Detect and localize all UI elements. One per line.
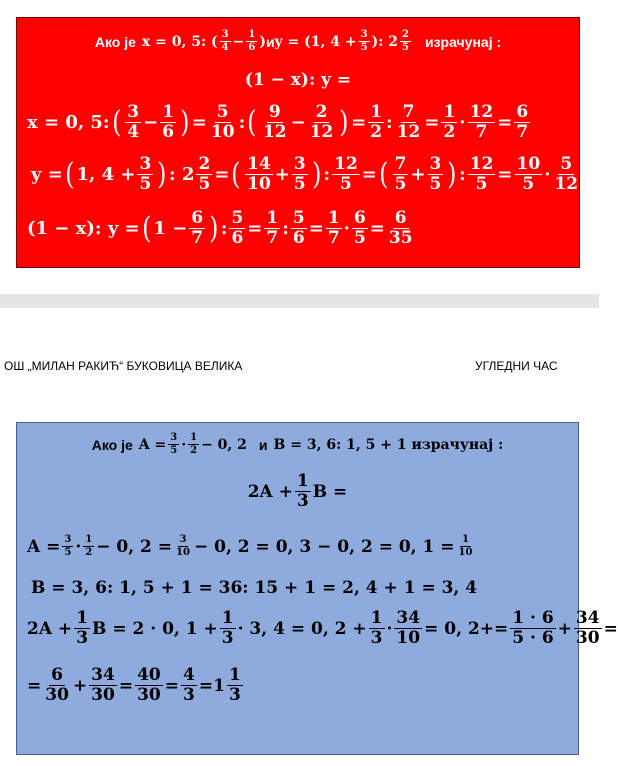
blue-B-solution: [31, 578, 477, 598]
fraction: [188, 433, 199, 456]
numerator: 1: [85, 534, 93, 545]
math-text: 1: [213, 675, 225, 696]
parenthesis: (: [247, 104, 257, 140]
fraction: [74, 610, 90, 647]
fraction: [468, 104, 496, 141]
denominator: 7: [191, 228, 204, 248]
denominator: 10: [396, 628, 421, 648]
denominator: 2: [190, 445, 198, 456]
fraction: [514, 104, 530, 141]
denominator: 6: [292, 228, 305, 248]
math-text: · 3, 4 = 0, 2 +: [237, 618, 367, 639]
math-text: =: [369, 218, 385, 239]
math-text: y = (1, 4 +: [274, 33, 357, 50]
numerator: 6: [516, 102, 529, 122]
numerator: 2: [402, 29, 409, 40]
parenthesis: ): [180, 104, 190, 140]
math-text: −: [143, 112, 159, 133]
denominator: 5: [340, 174, 352, 194]
numerator: 3: [64, 534, 72, 545]
numerator: 1: [221, 608, 234, 628]
numerator: 14: [247, 154, 271, 174]
fraction: [227, 667, 243, 704]
math-text: =: [497, 164, 513, 185]
math-text: =: [164, 675, 180, 696]
numerator: 5: [601, 154, 614, 174]
fraction: [515, 156, 543, 193]
fraction: [168, 433, 179, 456]
fraction: [189, 210, 205, 247]
math-text: ·: [459, 112, 466, 133]
numerator: 1: [461, 534, 469, 545]
blue-expression: [17, 473, 578, 510]
math-text: ): 2: [371, 33, 399, 50]
math-text: Ако је: [94, 33, 136, 50]
math-text: =: [27, 675, 42, 696]
math-text: =: [247, 218, 263, 239]
fraction: [292, 156, 308, 193]
parenthesis: ): [339, 104, 349, 140]
math-text: :: [459, 164, 466, 185]
math-text: :: [323, 164, 331, 185]
denominator: 5: [170, 445, 178, 456]
math-text: −: [232, 33, 245, 50]
numerator: 3: [293, 154, 306, 174]
school-name: ОШ „МИЛАН РАКИЋ“ БУКОВИЦА ВЕЛИКА: [4, 359, 243, 373]
denominator: 7: [475, 122, 488, 142]
fraction: [181, 667, 197, 704]
math-text: B = 3, 6: 1, 5 + 1 = 36: 15 + 1 = 2, 4 + 1 = 3, 4: [31, 578, 478, 598]
fraction: [245, 156, 273, 193]
blue-expr-solution: [27, 610, 618, 647]
fraction: [220, 610, 236, 647]
denominator: 10: [458, 547, 473, 558]
numerator: 5: [216, 102, 229, 122]
math-text: : 2: [169, 164, 195, 185]
denominator: 3: [76, 628, 89, 648]
math-text: (1 − x): y =: [27, 218, 140, 239]
fraction: [400, 30, 411, 53]
math-text: =: [424, 112, 440, 133]
fraction: [393, 156, 409, 193]
fraction: [291, 210, 307, 247]
denominator: 12: [396, 122, 421, 142]
numerator: 12: [469, 154, 494, 174]
fraction: [89, 667, 117, 704]
fraction: [574, 610, 602, 647]
denominator: 6: [248, 42, 256, 53]
denominator: 7: [266, 228, 279, 248]
math-text: B = 3, 6: 1, 5 + 1 израчунај :: [273, 436, 504, 453]
denominator: 30: [45, 685, 69, 705]
denominator: 5: [139, 174, 152, 194]
denominator: 30: [575, 628, 600, 648]
fraction: [368, 104, 384, 141]
fraction: [264, 210, 280, 247]
math-text: 2A +: [27, 618, 73, 639]
numerator: 2: [198, 154, 211, 174]
numerator: 1: [443, 102, 456, 122]
fraction: [332, 156, 360, 193]
math-text: Ако је: [91, 436, 133, 453]
denominator: 5: [360, 42, 368, 53]
math-text: =: [191, 112, 207, 133]
fraction: [160, 104, 176, 141]
math-text: − 0, 2 =: [96, 536, 173, 557]
denominator: 7: [516, 122, 529, 142]
denominator: 30: [91, 685, 115, 705]
parenthesis: (: [141, 210, 152, 246]
denominator: 2: [370, 122, 383, 142]
fraction: [599, 156, 615, 193]
red-x-solution: [27, 104, 532, 141]
math-text: :: [386, 112, 393, 133]
denominator: 2: [443, 122, 456, 142]
numerator: 12: [334, 154, 358, 174]
fraction: [220, 30, 231, 53]
numerator: 7: [402, 102, 415, 122]
math-text: − 0, 2 = 0, 3 − 0, 2 = 0, 1 =: [193, 536, 455, 557]
blue-problem-box: [16, 422, 618, 755]
numerator: 6: [353, 208, 366, 228]
numerator: 1: [370, 608, 383, 628]
parenthesis: ): [209, 210, 219, 246]
denominator: 4: [221, 42, 229, 53]
numerator: 40: [137, 665, 161, 685]
math-text: x = 0, 5: (: [141, 33, 218, 50]
fraction: [359, 30, 370, 53]
fraction: [308, 104, 336, 141]
parenthesis: ): [157, 156, 167, 192]
math-text: ·: [75, 536, 82, 557]
math-text: =: [603, 618, 618, 639]
math-text: :: [282, 218, 289, 239]
math-text: =: [214, 164, 230, 185]
numerator: 3: [360, 29, 368, 40]
fraction: [468, 156, 496, 193]
numerator: 5: [292, 208, 305, 228]
blue-task-line: [17, 433, 578, 456]
denominator: 30: [137, 685, 161, 705]
math-text: =: [118, 675, 134, 696]
numerator: 1: [327, 208, 340, 228]
fraction: [43, 667, 71, 704]
math-text: +: [274, 164, 290, 185]
numerator: 1 · 6: [512, 608, 554, 628]
math-text: ·: [343, 218, 350, 239]
math-text: x = 0, 5:: [27, 112, 110, 133]
denominator: 3: [221, 628, 234, 648]
numerator: 34: [396, 608, 421, 628]
denominator: 2: [85, 547, 93, 558]
page-separator: [0, 294, 599, 308]
numerator: 1: [76, 608, 89, 628]
denominator: 5: [198, 174, 211, 194]
denominator: 12: [554, 174, 579, 194]
math-text: =: [351, 112, 367, 133]
denominator: 6: [601, 174, 614, 194]
numerator: 7: [394, 154, 407, 174]
math-text: = 0, 2+=: [424, 618, 509, 639]
fraction: [196, 156, 212, 193]
numerator: 5: [231, 208, 244, 228]
numerator: 4: [183, 665, 195, 685]
denominator: 3: [228, 685, 241, 705]
math-text: израчунај :: [424, 33, 502, 50]
denominator: 10: [176, 547, 190, 558]
fraction: [174, 535, 192, 558]
denominator: 5: [429, 174, 442, 194]
numerator: 6: [191, 208, 204, 228]
fraction: [137, 156, 153, 193]
red-task-line: [17, 30, 579, 53]
numerator: 2: [315, 102, 328, 122]
denominator: 35: [388, 228, 413, 248]
math-text: =: [497, 112, 513, 133]
red-y-solution: [31, 156, 617, 193]
numerator: 1: [228, 665, 241, 685]
math-text: ·: [544, 164, 551, 185]
numerator: 34: [91, 665, 115, 685]
fraction: [394, 610, 422, 647]
denominator: 5: [402, 42, 409, 53]
denominator: 12: [262, 122, 287, 142]
math-text: ·: [181, 436, 187, 453]
red-expression: [17, 70, 579, 90]
math-text: +: [557, 618, 572, 639]
fraction: [441, 104, 457, 141]
math-text: :: [238, 112, 246, 133]
math-text: +: [410, 164, 426, 185]
denominator: 3: [183, 685, 195, 705]
denominator: 4: [127, 122, 140, 142]
fraction: [428, 156, 444, 193]
parenthesis: (: [379, 156, 389, 192]
parenthesis: ): [447, 156, 457, 192]
math-text: A =: [138, 436, 167, 453]
fraction: [209, 104, 237, 141]
math-text: −: [290, 112, 306, 133]
denominator: 10: [210, 122, 235, 142]
math-text: :: [220, 218, 228, 239]
fraction: [261, 104, 289, 141]
numerator: 9: [268, 102, 281, 122]
math-text: +: [72, 675, 88, 696]
numerator: 34: [575, 608, 600, 628]
numerator: 3: [221, 29, 229, 40]
math-text: =: [198, 675, 214, 696]
red-final-solution: [27, 210, 417, 247]
fraction: [326, 210, 342, 247]
numerator: 3: [179, 534, 187, 545]
numerator: 1: [248, 29, 256, 40]
fraction: [395, 104, 423, 141]
denominator: 6: [162, 122, 175, 142]
denominator: 3: [296, 491, 309, 511]
fraction: [229, 210, 245, 247]
fraction: [83, 535, 94, 558]
numerator: 1: [296, 471, 309, 491]
numerator: 12: [469, 102, 494, 122]
fraction: [125, 104, 141, 141]
numerator: 3: [139, 154, 152, 174]
denominator: 5: [475, 174, 488, 194]
numerator: 1: [370, 102, 383, 122]
math-text: и: [265, 33, 275, 50]
fraction: [387, 210, 415, 247]
math-text: 1, 4 +: [76, 164, 136, 185]
math-text: 1 −: [153, 218, 188, 239]
fraction: [369, 610, 385, 647]
lesson-title: УГЛЕДНИ ЧАС: [475, 359, 558, 373]
fraction: [295, 473, 311, 510]
fraction: [352, 210, 368, 247]
math-text: − 0, 2: [201, 436, 247, 453]
math-text: y =: [31, 164, 63, 185]
math-text: =: [361, 164, 377, 185]
math-text: B =: [312, 481, 348, 502]
denominator: 5: [64, 547, 72, 558]
denominator: 6: [231, 228, 244, 248]
math-text: 2A +: [247, 481, 293, 502]
numerator: 6: [51, 665, 63, 685]
math-text: и: [258, 436, 268, 453]
denominator: 3: [370, 628, 383, 648]
numerator: 1: [190, 432, 198, 443]
fraction: [552, 156, 580, 193]
fraction: [135, 667, 163, 704]
parenthesis: (: [111, 104, 122, 140]
numerator: 10: [516, 154, 541, 174]
red-problem-box: [16, 17, 614, 268]
denominator: 5: [522, 174, 535, 194]
math-text: (1 − x): y =: [244, 70, 352, 90]
denominator: 10: [247, 174, 271, 194]
numerator: 1: [162, 102, 175, 122]
numerator: 3: [170, 432, 178, 443]
parenthesis: (: [64, 156, 75, 192]
fraction: [457, 535, 475, 558]
parenthesis: ): [311, 156, 322, 192]
fraction: [246, 30, 257, 53]
math-text: =: [308, 218, 324, 239]
parenthesis: (: [231, 156, 241, 192]
numerator: 3: [127, 102, 140, 122]
denominator: 12: [309, 122, 334, 142]
numerator: 1: [266, 208, 279, 228]
numerator: 5: [560, 154, 573, 174]
numerator: 3: [429, 154, 442, 174]
denominator: 7: [327, 228, 340, 248]
math-text: ): [259, 33, 266, 50]
numerator: 6: [394, 208, 407, 228]
denominator: 5 · 6: [512, 628, 554, 648]
fraction: [510, 610, 555, 647]
blue-final-solution: [27, 667, 245, 704]
math-text: B = 2 · 0, 1 +: [92, 618, 218, 639]
fraction: [62, 535, 73, 558]
denominator: 5: [394, 174, 407, 194]
math-text: A =: [27, 536, 61, 557]
denominator: 5: [353, 228, 366, 248]
math-text: =: [582, 164, 598, 185]
blue-A-solution: [27, 535, 476, 558]
math-text: ·: [386, 618, 393, 639]
denominator: 5: [293, 174, 306, 194]
